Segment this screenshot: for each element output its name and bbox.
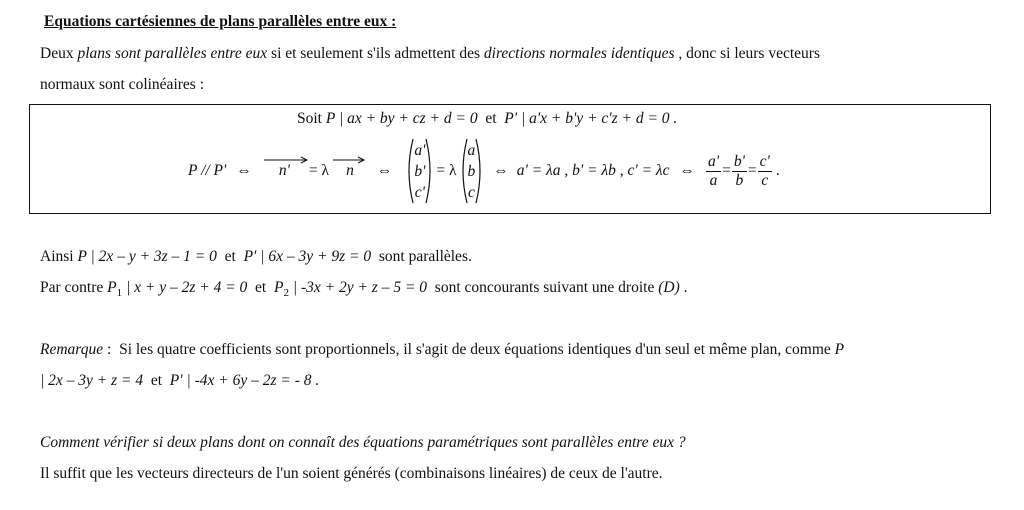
answer-text: Il suffit que les vecteurs directeurs de l'un soient générés (combinaisons linéaires) de ceux de l'autre. bbox=[40, 465, 663, 482]
column-vector-prime bbox=[414, 140, 425, 203]
intro-line-2: normaux sont colinéaires : bbox=[40, 76, 204, 93]
plane-p-prime: P' bbox=[169, 372, 183, 389]
conclusion-text: sont parallèles. bbox=[371, 248, 472, 265]
line-d: (D) bbox=[658, 279, 680, 296]
box-line-1 bbox=[297, 110, 677, 128]
right-paren-icon bbox=[425, 138, 435, 204]
fraction-numerator: a' bbox=[708, 152, 720, 170]
n-prime-label: n' bbox=[278, 162, 290, 179]
coef-b: b bbox=[467, 162, 476, 180]
equivalence-symbol: ⇔ bbox=[679, 162, 696, 179]
coef-a: a bbox=[467, 141, 476, 159]
et-label: et bbox=[143, 372, 170, 389]
box-line-2 bbox=[188, 138, 780, 204]
fraction-numerator: b' bbox=[733, 152, 745, 170]
subscript-2: 2 bbox=[283, 287, 289, 300]
equation-p-prime: | 6x – 3y + 9z = 0 bbox=[256, 248, 372, 265]
equivalence-symbol: ⇔ bbox=[236, 162, 252, 179]
remark-colon: : bbox=[103, 341, 120, 358]
question-text bbox=[40, 434, 686, 452]
equals-sign: = bbox=[722, 162, 731, 179]
intro-line-1 bbox=[40, 45, 820, 63]
intro-text: Deux bbox=[40, 45, 78, 62]
remark-line-2 bbox=[40, 372, 319, 390]
equation-p: | 2x – 3y + z = 4 bbox=[40, 372, 144, 389]
et-label: et bbox=[477, 110, 505, 127]
equation-p: | 2x – y + 3z – 1 = 0 bbox=[86, 248, 217, 265]
remark-text: Si les quatre coefficients sont proportionnels, il s'agit de deux équations identiques d'un seul et même plan, comme bbox=[119, 341, 835, 358]
equivalence-symbol: ⇔ bbox=[376, 162, 393, 179]
proportional-conditions: a' = λa , b' = λb , c' = λc bbox=[516, 162, 670, 179]
left-paren-icon bbox=[458, 138, 468, 204]
remark-line-1 bbox=[40, 341, 844, 359]
right-paren-icon bbox=[475, 138, 485, 204]
equation-p: | ax + by + cz + d = 0 bbox=[335, 110, 478, 127]
coef-c-prime: c' bbox=[414, 183, 425, 201]
n-label: n bbox=[346, 162, 354, 179]
coef-c: c bbox=[467, 183, 475, 201]
plane-p2: P bbox=[273, 279, 284, 296]
plane-p1: P bbox=[107, 279, 117, 296]
equation-p-prime: | -4x + 6y – 2z = - 8 . bbox=[182, 372, 320, 389]
intro-term-normal: directions normales identiques bbox=[483, 45, 675, 62]
subscript-1: 1 bbox=[116, 287, 123, 300]
plane-p-prime: P' bbox=[504, 110, 518, 127]
fraction-c bbox=[758, 153, 772, 190]
question-italic: Comment vérifier si deux plans dont on connaît des équations paramétriques sont parallèles entre eux ? bbox=[40, 434, 686, 451]
intro-text: , donc si leurs vecteurs bbox=[674, 45, 820, 62]
vector-arrow-icon bbox=[331, 156, 367, 164]
conclusion-text: sont concourants suivant une droite bbox=[427, 279, 659, 296]
remark-label: Remarque bbox=[40, 341, 104, 358]
plane-p-prime: P' bbox=[243, 248, 257, 265]
equals-lambda: = λ bbox=[308, 162, 330, 179]
fraction-denominator: c bbox=[761, 171, 769, 189]
equation-p-prime: | a'x + b'y + c'z + d = 0 . bbox=[517, 110, 678, 127]
intro-text: si et seulement s'ils admettent des bbox=[267, 45, 484, 62]
fraction-denominator: b bbox=[735, 171, 744, 189]
fraction-denominator: a bbox=[709, 171, 718, 189]
coef-b-prime: b' bbox=[414, 162, 426, 180]
section-title: Equations cartésiennes de plans parallèles entre eux : bbox=[44, 13, 397, 30]
vector-n bbox=[333, 162, 367, 180]
soit-label: Soit bbox=[297, 110, 326, 127]
column-vector bbox=[468, 140, 476, 203]
final-period: . bbox=[679, 279, 688, 296]
plane-p: P bbox=[325, 110, 336, 127]
fraction-numerator: c' bbox=[759, 152, 770, 170]
final-period: . bbox=[775, 162, 780, 179]
plane-p: P bbox=[834, 341, 845, 358]
par-contre-label: Par contre bbox=[40, 279, 108, 296]
example-concurrent bbox=[40, 279, 688, 299]
fraction-a bbox=[706, 153, 721, 190]
equals-sign: = bbox=[747, 162, 757, 179]
vector-arrow-icon bbox=[262, 156, 310, 164]
left-paren-icon bbox=[404, 138, 414, 204]
et-label: et bbox=[216, 248, 244, 265]
et-label: et bbox=[247, 279, 274, 296]
equation-p1: | x + y – 2z + 4 = 0 bbox=[122, 279, 248, 296]
equation-p2: | -3x + 2y + z – 5 = 0 bbox=[288, 279, 428, 296]
vector-n-prime bbox=[264, 162, 305, 180]
ainsi-label: Ainsi bbox=[40, 248, 78, 265]
parallel-statement: P // P' bbox=[188, 162, 227, 179]
example-parallel bbox=[40, 248, 472, 266]
coef-a-prime: a' bbox=[414, 141, 426, 159]
plane-p: P bbox=[77, 248, 87, 265]
intro-term-parallel: plans sont parallèles entre eux bbox=[77, 45, 268, 62]
fraction-b bbox=[732, 153, 747, 190]
equals-lambda: = λ bbox=[436, 162, 457, 179]
equivalence-symbol: ⇔ bbox=[493, 162, 509, 179]
